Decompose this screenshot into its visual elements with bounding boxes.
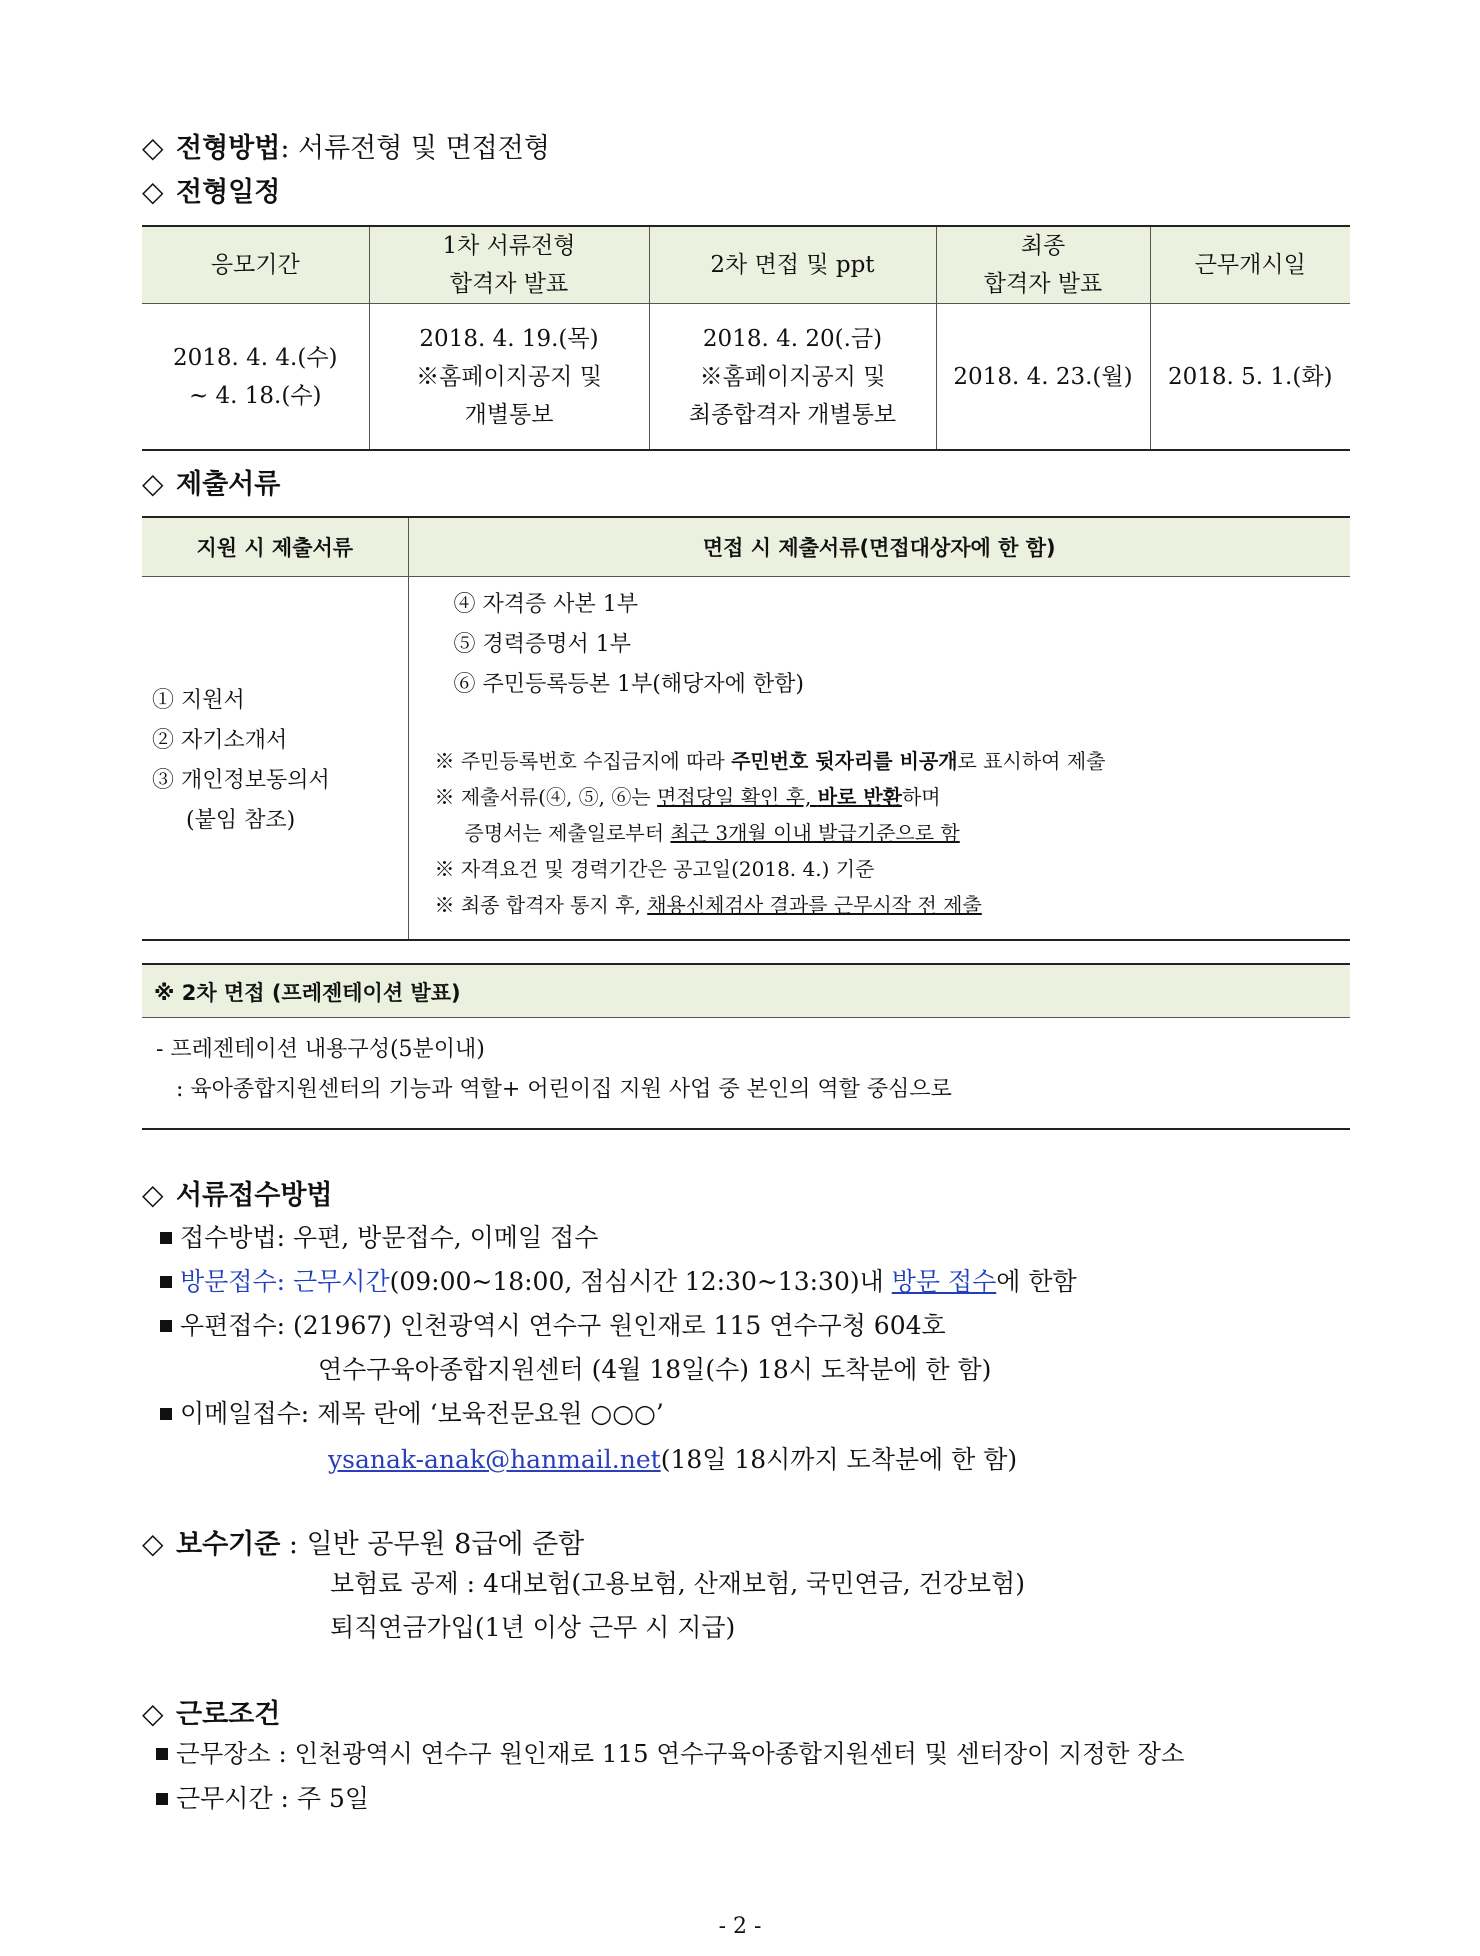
schedule-cell — [1150, 304, 1350, 451]
diamond-icon: ◇ — [142, 131, 164, 164]
note-line — [435, 815, 1106, 851]
line-text: (09:00~18:00, 점심시간 12:30~13:30)내 — [389, 1267, 892, 1296]
note-underline: 채용신체검사 결과를 근무시작 전 제출 — [647, 893, 982, 917]
diamond-icon: ◇ — [142, 1697, 164, 1730]
cell-text: 2018. 4. 19.(목) — [419, 325, 599, 352]
diamond-icon: ◇ — [142, 1178, 164, 1211]
list-item: ⑥ 주민등록등본 1부(해당자에 한함) — [453, 672, 804, 697]
email-link[interactable]: ysanak-anak@hanmail.net — [328, 1445, 661, 1474]
pay-line-2: 보험료 공제 : 4대보험(고용보험, 산재보험, 국민연금, 건강보험) — [330, 1569, 1025, 1598]
receipt-heading — [142, 1178, 333, 1213]
line-text: 근무장소 : 인천광역시 연수구 원인재로 115 연수구육아종합지원센터 및 센터장이 지정한 장소 — [176, 1739, 1185, 1768]
receipt-line-visit — [160, 1265, 1077, 1299]
note-bold: 주민번호 뒷자리를 비공개 — [731, 749, 958, 773]
docs-left-cell — [142, 577, 408, 941]
header-text: 1차 서류전형 — [442, 233, 576, 259]
note-line — [435, 779, 1106, 815]
receipt-line-post — [160, 1309, 946, 1343]
work-title: 근로조건 — [176, 1699, 281, 1730]
left-list — [152, 681, 330, 841]
pay-line-3: 퇴직연금가입(1년 이상 근무 시 지급) — [330, 1613, 736, 1642]
cell-text: ※홈페이지공지 및 — [699, 363, 886, 390]
note-line — [435, 743, 1106, 779]
line-text-blue-underline: 방문 접수 — [891, 1267, 997, 1296]
cell-text: 2018. 4. 23.(월) — [953, 363, 1133, 390]
schedule-table — [142, 225, 1350, 451]
pay-text: : 일반 공무원 8급에 준함 — [280, 1529, 585, 1560]
square-bullet-icon — [160, 1408, 172, 1420]
square-bullet-icon — [160, 1232, 172, 1244]
schedule-row — [142, 304, 1350, 451]
work-line-hours — [156, 1782, 369, 1816]
line-text-blue: 방문접수: 근무시간 — [180, 1267, 390, 1296]
presentation-title: ※ 2차 면접 (프레젠테이션 발표) — [154, 981, 461, 1005]
note-line: ※ 자격요건 및 경력기간은 공고일(2018. 4.) 기준 — [434, 857, 875, 881]
receipt-line-email — [160, 1397, 664, 1431]
note-text: ※ 최종 합격자 통지 후, — [434, 893, 648, 917]
method-heading — [142, 131, 550, 166]
header-text: 근무개시일 — [1194, 252, 1306, 278]
schedule-header-cell — [936, 226, 1150, 304]
cell-text: 2018. 4. 4.(수) — [172, 344, 338, 371]
receipt-title: 서류접수방법 — [176, 1180, 333, 1211]
diamond-icon: ◇ — [142, 175, 164, 208]
docs-title: 제출서류 — [176, 469, 281, 500]
line-text: 우편접수: (21967) 인천광역시 연수구 원인재로 115 연수구청 604호 — [180, 1311, 946, 1340]
right-list — [454, 585, 804, 705]
docs-table — [142, 516, 1350, 941]
cell-text: 2018. 5. 1.(화) — [1167, 363, 1333, 390]
header-text: 최종 — [1020, 233, 1066, 259]
docs-heading — [142, 467, 280, 502]
schedule-heading — [142, 175, 280, 210]
line-text: 에 한함 — [996, 1267, 1077, 1296]
square-bullet-icon — [160, 1320, 172, 1332]
receipt-line-post-2: 연수구육아종합지원센터 (4월 18일(수) 18시 도착분에 한 함) — [318, 1355, 992, 1384]
header-text: 합격자 발표 — [983, 271, 1103, 297]
docs-header-right: 면접 시 제출서류(면접대상자에 한 함) — [408, 517, 1350, 577]
list-item: ② 자기소개서 — [152, 728, 288, 753]
note-text: ※ 제출서류(④, ⑤, ⑥는 — [434, 785, 658, 809]
note-text: 증명서는 제출일로부터 — [464, 821, 671, 845]
list-item: ③ 개인정보동의서 — [152, 768, 330, 793]
presentation-body — [142, 1016, 1350, 1130]
square-bullet-icon — [160, 1276, 172, 1288]
line-text: 접수방법: 우편, 방문접수, 이메일 접수 — [180, 1223, 599, 1252]
note-underline: 면접당일 확인 후, — [657, 785, 818, 809]
schedule-header-cell — [142, 226, 369, 304]
note-underline: 최근 3개월 이내 발급기준으로 함 — [670, 821, 960, 845]
presentation-line-2: : 육아종합지원센터의 기능과 역할+ 어린이집 지원 사업 중 본인의 역할 중심으로 — [176, 1077, 952, 1102]
docs-header-row — [142, 517, 1350, 577]
note-line — [435, 887, 1106, 923]
pay-heading — [142, 1527, 584, 1562]
receipt-line-email-2 — [328, 1443, 1017, 1477]
diamond-icon: ◇ — [142, 467, 164, 500]
list-item: ⑤ 경력증명서 1부 — [453, 632, 631, 657]
square-bullet-icon — [156, 1793, 168, 1805]
line-text: (18일 18시까지 도착분에 한 함) — [660, 1445, 1018, 1474]
work-heading — [142, 1697, 280, 1732]
header-text: 2차 면접 및 ppt — [710, 252, 875, 278]
schedule-cell — [649, 304, 936, 451]
cell-text: 개별통보 — [464, 401, 554, 428]
docs-right-cell — [408, 577, 1350, 941]
schedule-header-cell — [1150, 226, 1350, 304]
header-text: 합격자 발표 — [449, 271, 569, 297]
page-number: - 2 - — [718, 1914, 762, 1939]
schedule-title: 전형일정 — [176, 177, 281, 208]
note-bold-underline: 바로 반환 — [817, 785, 902, 809]
notes — [435, 743, 1106, 923]
note-text: ※ 주민등록번호 수집금지에 따라 — [434, 749, 732, 773]
diamond-icon: ◇ — [142, 1527, 164, 1560]
receipt-line-method — [160, 1221, 598, 1255]
presentation-line-1: - 프레젠테이션 내용구성(5분이내) — [156, 1037, 485, 1062]
cell-text: ~ 4. 18.(수) — [188, 382, 322, 409]
cell-text: ※홈페이지공지 및 — [416, 363, 602, 390]
docs-header-left: 지원 시 제출서류 — [142, 517, 408, 577]
presentation-header — [142, 963, 1350, 1018]
line-text: 이메일접수: 제목 란에 ‘보육전문요원 ○○○’ — [180, 1399, 664, 1428]
list-item: ① 지원서 — [152, 688, 245, 713]
header-text: 응모기간 — [210, 252, 300, 278]
list-item: ④ 자격증 사본 1부 — [453, 592, 638, 617]
schedule-cell — [142, 304, 369, 451]
schedule-header-cell — [649, 226, 936, 304]
schedule-header-cell — [369, 226, 649, 304]
schedule-header-row — [142, 226, 1350, 304]
note-text: 로 표시하여 제출 — [957, 749, 1106, 773]
docs-row — [142, 577, 1350, 941]
work-line-place — [156, 1737, 1185, 1771]
cell-text: 2018. 4. 20(.금) — [702, 325, 883, 352]
method-title: 전형방법 — [176, 133, 281, 164]
schedule-cell — [369, 304, 649, 451]
schedule-cell — [936, 304, 1150, 451]
cell-text: 최종합격자 개별통보 — [688, 401, 897, 428]
square-bullet-icon — [156, 1748, 168, 1760]
line-text: 근무시간 : 주 5일 — [176, 1784, 370, 1813]
pay-title: 보수기준 — [176, 1529, 281, 1560]
list-item: (붙임 참조) — [186, 808, 296, 833]
method-text: : 서류전형 및 면접전형 — [280, 133, 550, 164]
note-text: 하며 — [901, 785, 941, 809]
